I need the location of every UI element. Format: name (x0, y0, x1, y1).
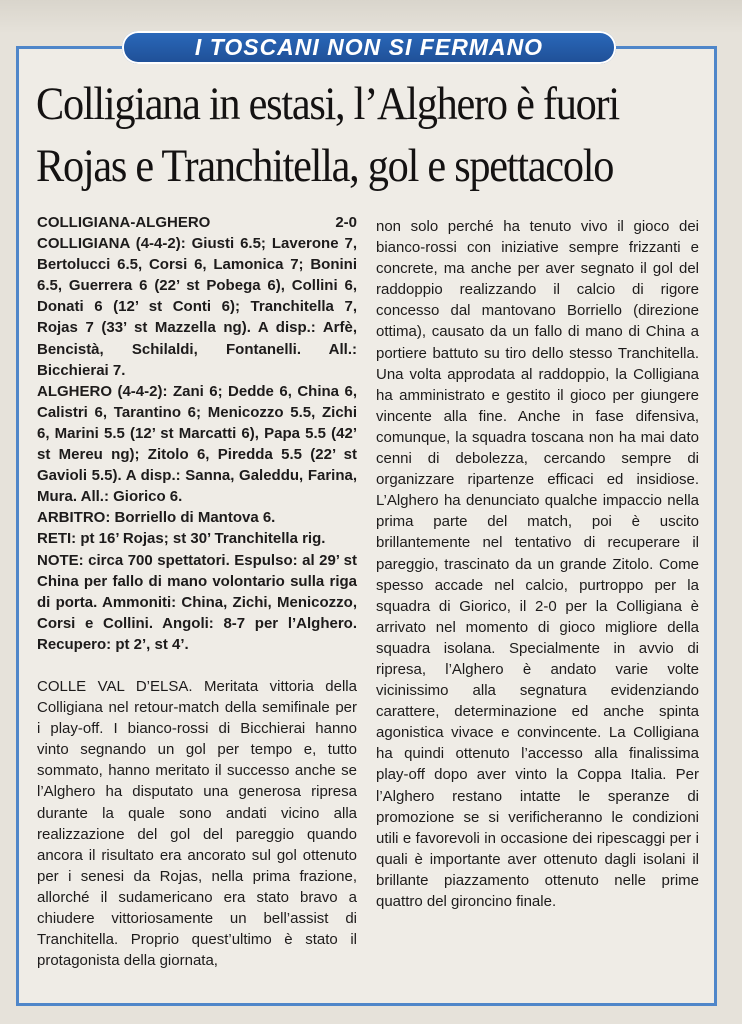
referee: ARBITRO: Borriello di Mantova 6. (37, 509, 276, 527)
right-column (376, 216, 699, 912)
kicker-banner: I TOSCANI NON SI FERMANO (122, 31, 616, 64)
headline-line-1: Colligiana in estasi, l’Alghero è fuori (36, 78, 619, 130)
previous-page-bleed (0, 0, 742, 34)
match-stats-box (37, 212, 357, 655)
left-column (37, 212, 357, 971)
article-text-right: non solo perché ha tenuto vivo il gioco dei bianco-rossi con iniziative sempre frizzanti e concrete, ma anche per aver segnato il gol del raddoppio realizzando il calcio di rigore concesso dal mantovano Borriello (direzione ottima), causato da un fallo di mano di China a portiere battuto su tiro dello stesso Tranchitella. Una volta approdata al raddoppio, la Colligiana ha amministrato e gestito il gioco per giungere vincente alla fine. Anche in fase difensiva, comunque, la squadra toscana non ha mai dato cenni di debolezza, cercando sempre di organizzare ripartenze efficaci ed insidiose. L’Alghero ha denunciato qualche impaccio nella prima parte del match, poi è uscito brillantemente nel tentativo di recuperare il pareggio, trascinato da un grande Zitolo. Come spesso accade nel calcio, purtroppo per la squadra di Giorico, il 2-0 per la Colligiana è arrivato nel momento di gioco migliore della squadra isolana. Specialmente in avvio di ripresa, l’Alghero è andato varie volte vicinissimo alla segnatura evidenziando carattere, determinazione ed anche spinta agonistica vivace e convincente. La Colligiana ha quindi ottenuto l’accesso alla finalissima play-off dopo aver vinto la Coppa Italia. Per l’Alghero restano intatte le speranze di promozione se si verificheranno le condizioni utili e favorevoli in occasione dei ripescaggi per i quali è importante aver ottenuto dagli isolani il brillante piazzamento ottenuto nelle prime quattro del gironcino finale. (376, 218, 699, 910)
colligiana-lineup: COLLIGIANA (4-4-2): Giusti 6.5; Laverone 7, Bertolucci 6.5, Corsi 6, Lamonica 7; Bonini 6.5, Guerrera 6 (22’ st Pobega 6), Collini 6, Donati 6 (12’ st Conti 6); Tranchitella 7, Rojas 7 (33’ st Mazzella ng). A disp.: Arfè, Bencistà, Schilaldi, Fontanelli. All.: Bicchierai 7. (37, 235, 357, 379)
match-notes: NOTE: circa 700 spettatori. Espulso: al 29’ st China per fallo di mano volontario sulla riga di porta. Ammoniti: China, Zichi, Menicozzo, Corsi e Collini. Angoli: 8-7 per l’Alghero. Recupero: pt 2’, st 4’. (37, 551, 357, 653)
article-text-left: COLLE VAL D’ELSA. Meritata vittoria della Colligiana nel retour-match della semifinale per i play-off. I bianco-rossi di Bicchierai hanno vinto segnando un gol per tempo e, tutto sommato, hanno meritato il successo anche se l’Alghero ha disputato una generosa ripresa durante la quale sono andati vicino alla realizzazione del gol del pareggio quando ancora il risultato era ancorato sul gol ottenuto per i senesi da Rojas, nella prima frazione, allorché il sudamericano era stato bravo a chiudere vittoriosamente un bell’assist di Tranchitella. Proprio quest’ultimo è stato il protagonista della giornata, (37, 677, 357, 970)
alghero-lineup: ALGHERO (4-4-2): Zani 6; Dedde 6, China 6, Calistri 6, Tarantino 6; Menicozzo 5.5, Zichi 6, Marini 5.5 (12’ st Marcatti 6), Papa 5.5 (42’ st Mereu ng); Zitolo 6, Piredda 5.5 (22’ st Gavioli 5.5). A disp.: Sanna, Galeddu, Farina, Mura. All.: Giorico 6. (37, 382, 357, 506)
match-title: COLLIGIANA-ALGHERO (37, 214, 211, 231)
goals: RETI: pt 16’ Rojas; st 30’ Tranchitella rig. (37, 530, 326, 548)
match-score: 2-0 (335, 214, 357, 231)
match-title-row (37, 212, 357, 233)
headline-line-2: Rojas e Tranchitella, gol e spettacolo (36, 140, 614, 192)
